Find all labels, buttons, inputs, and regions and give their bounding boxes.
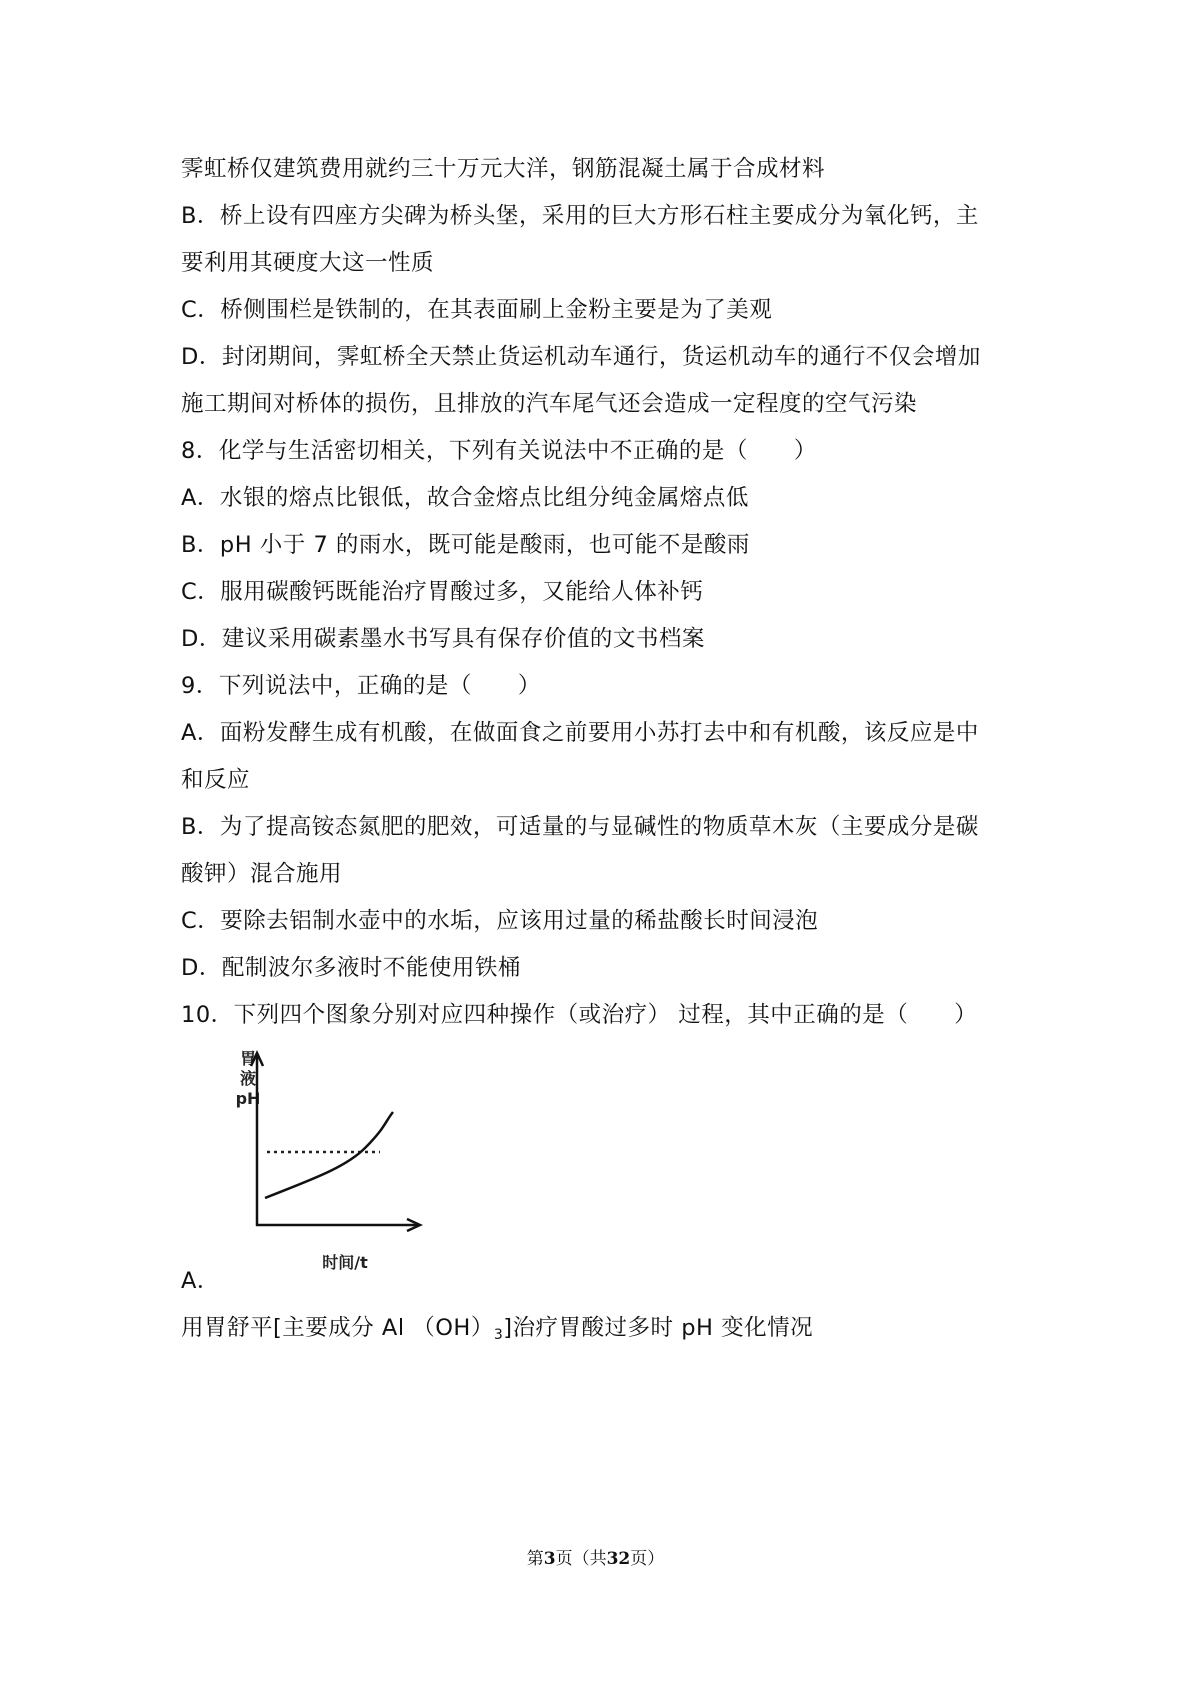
- caption-text: ]治疗胃酸过多时 pH 变化情况: [503, 1315, 814, 1341]
- question-8-option-a: A．水银的熔点比银低，故合金熔点比组分纯金属熔点低: [181, 485, 749, 511]
- footer-prefix: 第: [526, 1549, 544, 1569]
- text-line: 酸钾）混合施用: [181, 861, 343, 887]
- text-line: C．桥侧围栏是铁制的，在其表面刷上金粉主要是为了美观: [181, 297, 773, 323]
- option-a-caption: [181, 1313, 813, 1350]
- footer-suffix: 页）: [630, 1549, 665, 1569]
- question-10: 10．下列四个图象分别对应四种操作（或治疗） 过程，其中正确的是（ ）: [181, 1002, 978, 1028]
- footer-page-number: 3: [543, 1549, 556, 1569]
- page-footer: [0, 1547, 1191, 1571]
- caption-text: 用胃舒平[主要成分 Al （OH）: [181, 1315, 494, 1341]
- ph-graph-figure: [215, 1040, 435, 1270]
- text-line: B．桥上设有四座方尖碑为桥头堡，采用的巨大方形石柱主要成分为氧化钙，主: [181, 203, 979, 229]
- ph-graph: [215, 1040, 435, 1270]
- question-8-option-d: D．建议采用碳素墨水书写具有保存价值的文书档案: [181, 626, 705, 652]
- text-line: 和反应: [181, 767, 251, 793]
- x-axis-label: 时间/t: [322, 1253, 368, 1270]
- text-line: 要利用其硬度大这一性质: [181, 250, 435, 276]
- footer-total-pages: 32: [606, 1549, 631, 1569]
- text-line: D．封闭期间，霁虹桥全天禁止货运机动车通行，货运机动车的通行不仅会增加: [181, 344, 981, 370]
- question-8: 8．化学与生活密切相关，下列有关说法中不正确的是（ ）: [181, 438, 817, 464]
- option-a-label: A．: [181, 1268, 220, 1294]
- y-axis-label-line2: 液: [239, 1069, 257, 1088]
- question-8-option-b: B．pH 小于 7 的雨水，既可能是酸雨，也可能不是酸雨: [181, 532, 750, 558]
- question-9-option-a: A．面粉发酵生成有机酸，在做面食之前要用小苏打去中和有机酸，该反应是中: [181, 720, 979, 746]
- y-axis-label-line1: 胃: [239, 1049, 257, 1068]
- caption-subscript: 3: [493, 1327, 504, 1343]
- question-9-option-b: B．为了提高铵态氮肥的肥效，可适量的与显碱性的物质草木灰（主要成分是碳: [181, 814, 979, 840]
- text-line: 霁虹桥仅建筑费用就约三十万元大洋，钢筋混凝土属于合成材料: [181, 156, 826, 182]
- text-line: 施工期间对桥体的损伤，且排放的汽车尾气还会造成一定程度的空气污染: [181, 391, 918, 417]
- question-9: 9．下列说法中，正确的是（ ）: [181, 673, 541, 699]
- question-9-option-c: C．要除去铝制水壶中的水垢，应该用过量的稀盐酸长时间浸泡: [181, 908, 819, 934]
- ph-curve: [265, 1112, 393, 1198]
- footer-middle: 页（共: [555, 1549, 607, 1569]
- y-axis-label-line3: pH: [235, 1089, 261, 1108]
- question-9-option-d: D．配制波尔多液时不能使用铁桶: [181, 955, 521, 981]
- question-8-option-c: C．服用碳酸钙既能治疗胃酸过多，又能给人体补钙: [181, 579, 704, 605]
